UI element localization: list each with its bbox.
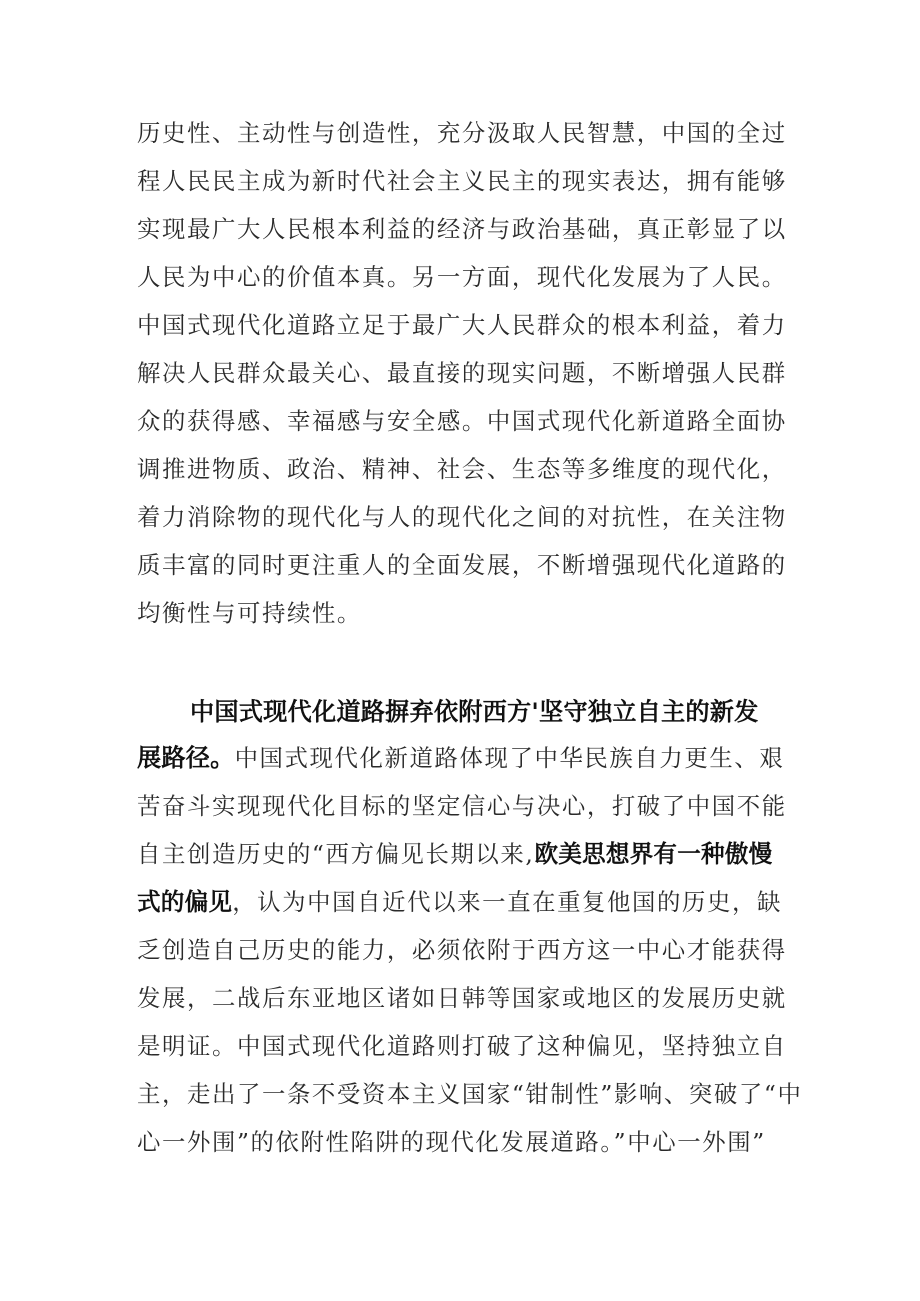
text-line: 主，走出了一条不受资本主义国家“钳制性”影响、突破了“中 bbox=[137, 1080, 803, 1108]
section-heading: 中国式现代化道路摒弃依附西方'坚守独立自主的新发 bbox=[190, 698, 759, 726]
text-span: ，认为中国自近代以来一直在重复他国的历史，缺 bbox=[232, 888, 782, 916]
section-heading-end: 展路径。 bbox=[137, 744, 235, 772]
text-line: 均衡性与可持续性。 bbox=[137, 599, 362, 627]
text-line: 心一外围”的依附性陷阱的现代化发展道路。”中心一外围” bbox=[137, 1128, 766, 1156]
text-line: 是明证。中国式现代化道路则打破了这种偏见，坚持独立自 bbox=[137, 1032, 787, 1060]
emphasized-text: 式的偏见 bbox=[137, 888, 233, 916]
text-line bbox=[137, 734, 797, 782]
text-line: 质丰富的同时更注重人的全面发展，不断增强现代化道路的 bbox=[137, 551, 787, 579]
text-line bbox=[137, 878, 797, 926]
text-line: 历史性、主动性与创造性，充分汲取人民智慧，中国的全过 bbox=[137, 119, 787, 147]
text-line: 程人民民主成为新时代社会主义民主的现实表达，拥有能够 bbox=[137, 167, 787, 195]
text-line: 着力消除物的现代化与人的现代化之间的对抗性，在关注物 bbox=[137, 503, 787, 531]
text-line: 调推进物质、政治、精神、社会、生态等多维度的现代化， bbox=[137, 455, 787, 483]
text-line: 解决人民群众最关心、最直接的现实问题，不断增强人民群 bbox=[137, 359, 787, 387]
text-line: 人民为中心的价值本真。另一方面，现代化发展为了人民。 bbox=[137, 263, 787, 291]
text-line: 众的获得感、幸福感与安全感。中国式现代化新道路全面协 bbox=[137, 407, 787, 435]
text-span: 中国式现代化新道路体现了中华民族自力更生、艰 bbox=[234, 744, 785, 772]
text-line bbox=[137, 830, 797, 878]
text-line: 实现最广大人民根本利益的经济与政治基础，真正彰显了以 bbox=[137, 215, 787, 243]
emphasized-text: 欧美思想界有一种傲慢 bbox=[534, 840, 773, 868]
text-span: 自主创造历史的“西方偏见长期以来, bbox=[137, 840, 535, 868]
text-line: 苦奋斗实现现代化目标的坚定信心与决心，打破了中国不能 bbox=[137, 792, 787, 820]
text-line: 发展，二战后东亚地区诸如日韩等国家或地区的发展历史就 bbox=[137, 984, 787, 1012]
text-line: 中国式现代化道路立足于最广大人民群众的根本利益，着力 bbox=[137, 311, 787, 339]
text-line: 乏创造自己历史的能力，必须依附于西方这一中心才能获得 bbox=[137, 936, 787, 964]
